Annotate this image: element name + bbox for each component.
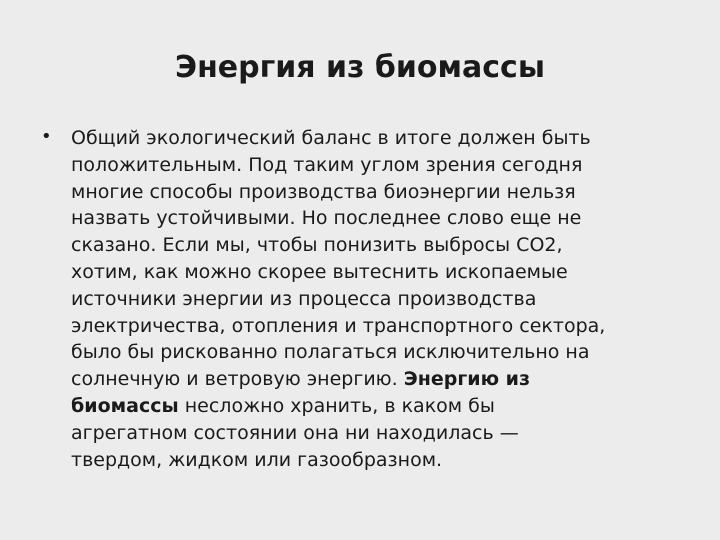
bullet-text-before: Общий экологический баланс в итоге должен быть положительным. Под таким углом зрения сегодня многие способы производства биоэнергии нельзя назвать устойчивыми. Но последнее слово еще не сказано. Если мы, чтобы понизить выбросы CO2, хотим, как можно скорее вытеснить ископаемые источники энергии из процесса производства электричества, отопления и транспортного сектора, было бы рискованно полагаться исключительно на солнечную и ветровую энергию. [71, 127, 606, 391]
bullet-text [71, 123, 681, 473]
slide-title: Энергия из биомассы [175, 50, 545, 85]
slide-content [41, 123, 681, 473]
bullet-text-emphasis: Энергию из биомассы [71, 368, 531, 417]
bullet-marker: • [41, 126, 52, 147]
bullet-text-after: несложно хранить, в каком бы агрегатном состоянии она ни находилась — твердом, жидком или газообразном. [71, 394, 519, 471]
bullet-item [41, 123, 681, 473]
